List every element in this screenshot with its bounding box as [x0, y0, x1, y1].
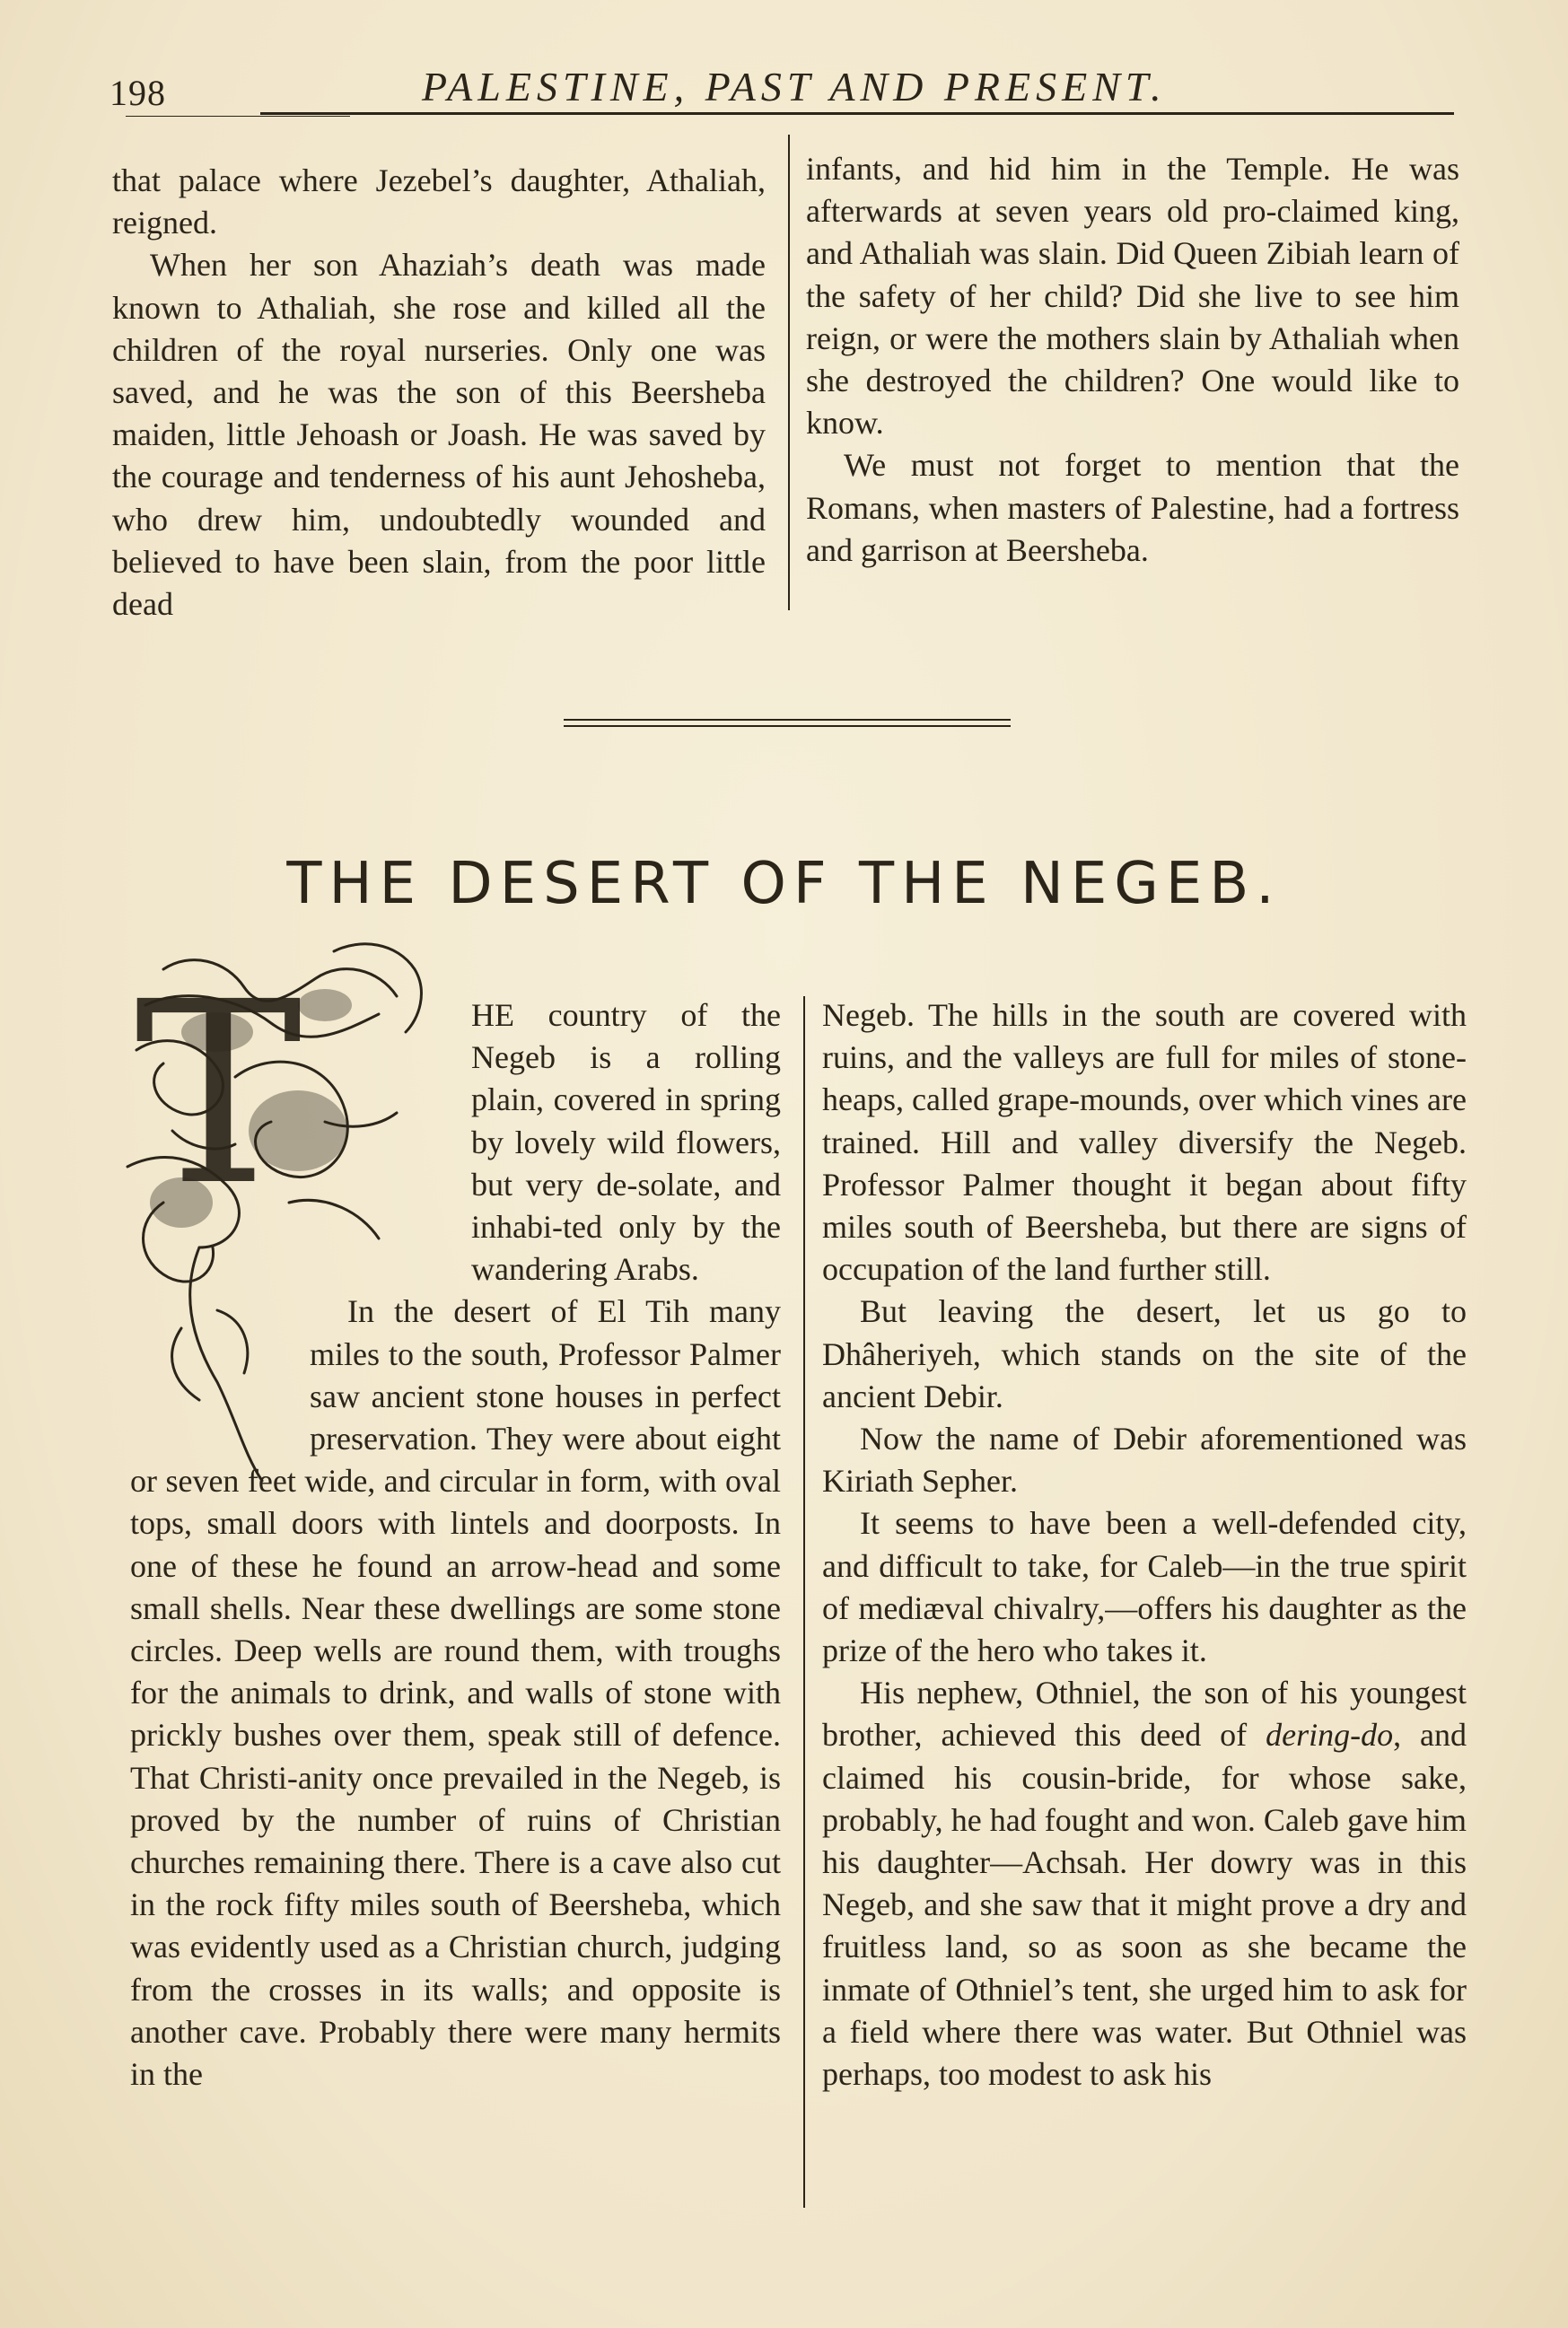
running-head [99, 54, 1463, 117]
text-run: , and claimed his cousin-bride, for whose sake, probably, he had fought and won. Caleb gave him his daughter—Achsah. Her dowry was in this Negeb, and she saw that it might prove a dry and fruitless land, so as soon as she became the inmate of Othniel’s tent, she urged him to ask for a field where there was water. But Othniel was perhaps, too modest to ask his [822, 1717, 1467, 2093]
running-title: PALESTINE, PAST AND PRESENT. [422, 64, 1167, 109]
paragraph: It seems to have been a well-defended city, and difficult to take, for Caleb—in the true spirit of mediæval chivalry,—offers his daughter as the prize of the hero who takes it. [822, 1505, 1467, 1669]
drop-cap-letter: T [135, 949, 302, 1241]
header-rule [260, 112, 1454, 115]
paragraph: infants, and hid him in the Temple. He was afterwards at seven years old pro-claimed king, and Athaliah was slain. Did Queen Zibiah learn of the safety of her child? Did she live to see him reign, or were the mothers slain by Athaliah when she destroyed the children? One would like to know. [806, 151, 1459, 442]
top-left-column [112, 160, 766, 626]
top-right-column [806, 148, 1459, 572]
dropcap-wrap-space [130, 1291, 310, 1452]
paragraph: When her son Ahaziah’s death was made known to Athaliah, she rose and killed all the children of the royal nurseries. Only one was saved, and he was the son of this Beersheba maiden, little Jehoash or Joash. He was saved by the courage and tenderness of his aunt Jehosheba, who drew him, undoubtedly wounded and believed to have been slain, from the poor little dead [112, 247, 766, 623]
section-rule [564, 719, 1011, 721]
chapter-right-column [822, 994, 1467, 2096]
chapter-title: THE DESERT OF THE NEGEB. [286, 850, 1282, 917]
paragraph: Negeb. The hills in the south are covered with ruins, and the valleys are full for miles of stone-heaps, called grape-mounds, over which vines are trained. Hill and valley diversify the Negeb. Professor Palmer thought it began about fifty miles south of Beersheba, but there are signs of occupation of the land further still. [822, 997, 1467, 1288]
italic-phrase: dering-do [1266, 1717, 1394, 1754]
text-run: His nephew, Othniel, the son of his youngest brother, achieved this deed of [822, 1675, 1467, 1754]
section-rule [564, 725, 1011, 727]
paragraph: HE country of the Negeb is a rolling plain, covered in spring by lovely wild flowers, but very de-solate, and inhabi-ted only by the wandering Arabs. [471, 997, 781, 1288]
column-divider [803, 996, 805, 2208]
chapter-left-column [130, 994, 781, 2096]
paragraph: But leaving the desert, let us go to Dhâheriyeh, which stands on the site of the ancient Debir. [822, 1293, 1467, 1414]
paragraph: Now the name of Debir aforementioned was Kiriath Sepher. [822, 1421, 1467, 1500]
paragraph: In the desert of El Tih many miles to the south, Professor Palmer saw ancient stone houses in perfect preservation. They were about eight or seven feet wide, and circular in form, with oval tops, small doors with lintels and doorposts. In one of these he found an arrow-head and some small shells. Near these dwellings are some stone circles. Deep wells are round them, with troughs for the animals to drink, and walls of stone with prickly bushes over them, speak still of defence. That Christi-anity once prevailed in the Negeb, is proved by the number of ruins of Christian churches remaining there. There is a cave also cut in the rock fifty miles south of Beersheba, which was evidently used as a Christian church, judging from the crosses in its walls; and opposite is another cave. Probably there were many hermits in the [130, 1293, 781, 2093]
paragraph: that palace where Jezebel’s daughter, Athaliah, reigned. [112, 162, 766, 241]
page-number: 198 [109, 73, 166, 113]
header-rule-left [126, 116, 350, 117]
dropcap-wrap-space [130, 994, 471, 1291]
paragraph [822, 1672, 1467, 2096]
column-divider [788, 135, 790, 610]
paragraph: We must not forget to mention that the Romans, when masters of Palestine, had a fortress and garrison at Beersheba. [806, 447, 1459, 568]
